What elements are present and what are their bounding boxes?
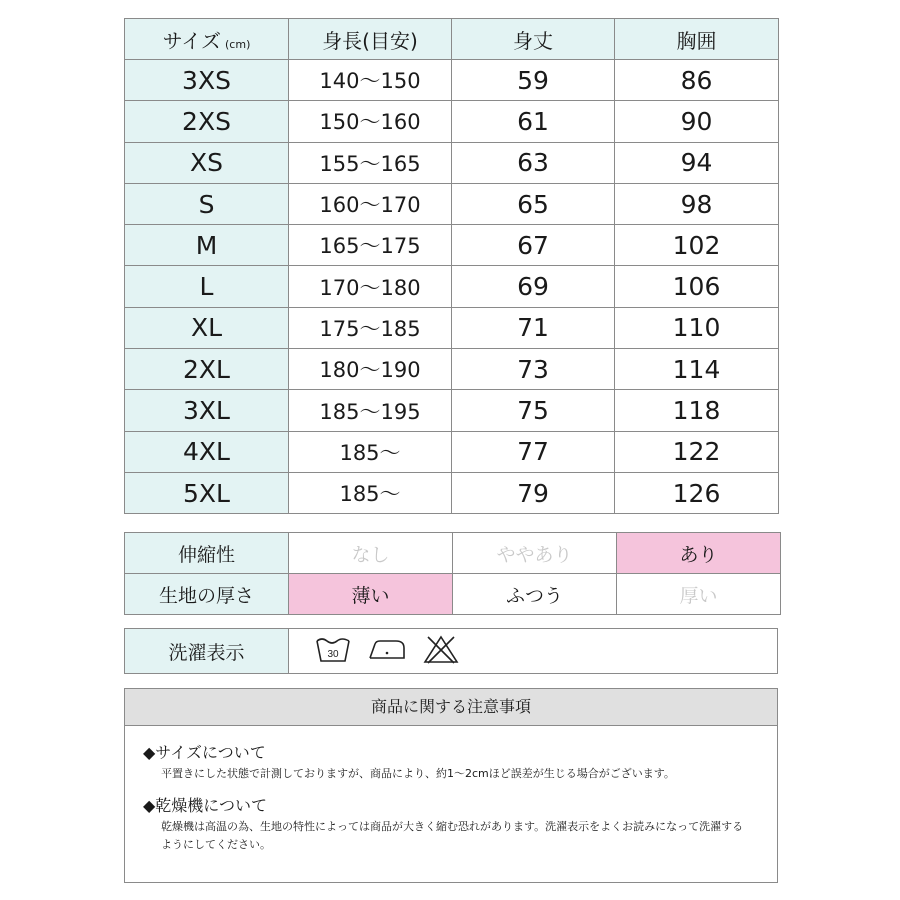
height-cell: 185～195 xyxy=(289,390,452,431)
size-cell: L xyxy=(125,266,289,307)
length-cell: 65 xyxy=(452,183,615,224)
iron-low-icon xyxy=(367,636,407,667)
height-cell: 165～175 xyxy=(289,225,452,266)
size-row xyxy=(125,60,779,101)
length-cell: 59 xyxy=(452,60,615,101)
length-cell: 79 xyxy=(452,472,615,513)
size-cell: XL xyxy=(125,307,289,348)
chest-cell: 126 xyxy=(615,472,779,513)
stretch-option: なし xyxy=(289,533,453,574)
header-chest: 胸囲 xyxy=(615,19,779,60)
chest-cell: 86 xyxy=(615,60,779,101)
stretch-option: あり xyxy=(617,533,781,574)
length-cell: 75 xyxy=(452,390,615,431)
thickness-option: ふつう xyxy=(453,574,617,615)
chest-cell: 106 xyxy=(615,266,779,307)
chest-cell: 118 xyxy=(615,390,779,431)
length-cell: 71 xyxy=(452,307,615,348)
length-cell: 67 xyxy=(452,225,615,266)
size-cell: 2XS xyxy=(125,101,289,142)
care-row xyxy=(125,629,778,674)
wash-temp-text: 30 xyxy=(327,648,339,660)
size-cell: 2XL xyxy=(125,349,289,390)
note-title-dryer: ◆乾燥機について xyxy=(143,796,267,815)
chest-cell: 98 xyxy=(615,183,779,224)
height-cell: 140～150 xyxy=(289,60,452,101)
size-cell: 3XL xyxy=(125,390,289,431)
header-size-label: サイズ xyxy=(162,28,222,53)
thickness-label: 生地の厚さ xyxy=(125,574,289,615)
height-cell: 150～160 xyxy=(289,101,452,142)
size-chart-table xyxy=(124,18,779,514)
size-row xyxy=(125,225,779,266)
stretch-label: 伸縮性 xyxy=(125,533,289,574)
product-notes-box xyxy=(124,688,778,883)
length-cell: 69 xyxy=(452,266,615,307)
height-cell: 170～180 xyxy=(289,266,452,307)
wash-30-icon xyxy=(315,635,351,668)
care-label: 洗濯表示 xyxy=(125,629,289,674)
size-row xyxy=(125,307,779,348)
size-cell: XS xyxy=(125,142,289,183)
header-size xyxy=(125,19,289,60)
height-cell: 185～ xyxy=(289,431,452,472)
chest-cell: 94 xyxy=(615,142,779,183)
note-body-size: 平置きにした状態で計測しておりますが、商品により、約1～2cmほど誤差が生じる場合がございます。 xyxy=(161,767,675,780)
length-cell: 61 xyxy=(452,101,615,142)
size-chart-header-row xyxy=(125,19,779,60)
no-bleach-icon xyxy=(423,634,459,669)
size-row xyxy=(125,472,779,513)
height-cell: 155～165 xyxy=(289,142,452,183)
size-cell: 3XS xyxy=(125,60,289,101)
note-title-size: ◆サイズについて xyxy=(143,743,266,762)
size-cell: M xyxy=(125,225,289,266)
size-cell: S xyxy=(125,183,289,224)
height-cell: 185～ xyxy=(289,472,452,513)
care-label-table xyxy=(124,628,778,674)
height-cell: 175～185 xyxy=(289,307,452,348)
size-row xyxy=(125,390,779,431)
thickness-row xyxy=(125,574,781,615)
chest-cell: 110 xyxy=(615,307,779,348)
notes-header: 商品に関する注意事項 xyxy=(125,689,777,726)
chest-cell: 90 xyxy=(615,101,779,142)
stretch-option: ややあり xyxy=(453,533,617,574)
chest-cell: 122 xyxy=(615,431,779,472)
note-body-dryer: 乾燥機は高温の為、生地の特性によっては商品が大きく縮む恐れがあります。洗濯表示をよくお読みになって洗濯するようにしてください。 xyxy=(161,820,744,851)
thickness-option: 厚い xyxy=(617,574,781,615)
stretch-row xyxy=(125,533,781,574)
header-height: 身長(目安) xyxy=(289,19,452,60)
height-cell: 180～190 xyxy=(289,349,452,390)
size-row xyxy=(125,183,779,224)
length-cell: 77 xyxy=(452,431,615,472)
header-size-unit: (cm) xyxy=(225,37,251,51)
care-icons xyxy=(289,629,778,674)
size-row xyxy=(125,142,779,183)
thickness-option: 薄い xyxy=(289,574,453,615)
size-cell: 5XL xyxy=(125,472,289,513)
size-row xyxy=(125,266,779,307)
length-cell: 63 xyxy=(452,142,615,183)
fabric-attributes-table xyxy=(124,532,781,615)
size-row xyxy=(125,431,779,472)
chest-cell: 102 xyxy=(615,225,779,266)
size-row xyxy=(125,349,779,390)
length-cell: 73 xyxy=(452,349,615,390)
size-cell: 4XL xyxy=(125,431,289,472)
chest-cell: 114 xyxy=(615,349,779,390)
size-row xyxy=(125,101,779,142)
height-cell: 160～170 xyxy=(289,183,452,224)
header-length: 身丈 xyxy=(452,19,615,60)
